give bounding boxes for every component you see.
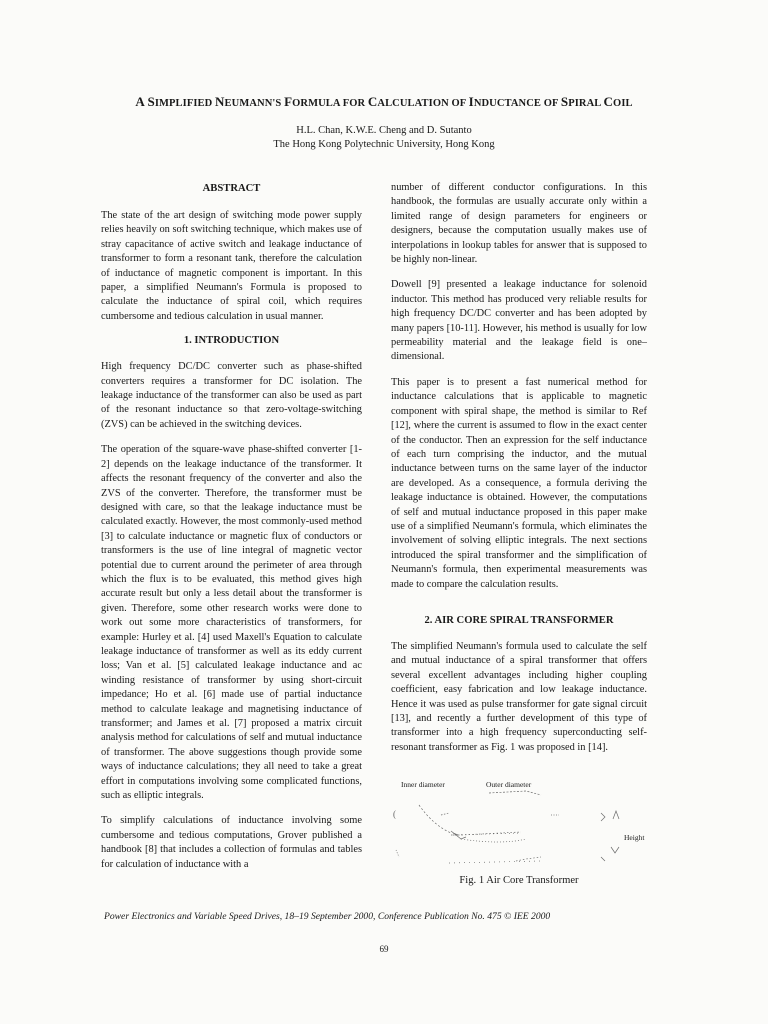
abstract-text: The state of the art design of switching mode power supply relies heavily on soft switching technique, which makes use of stray capacitance of active switch and leakage inductance of transformer to form a resonant tank, therefore the calculation of inductance of magnetic component is important. In this paper, a simplified Neumann's Formula is proposed to calculate the inductance of spiral coil, which requires cumbersome and tedious calculation in usual manner. <box>101 210 362 322</box>
figure-caption: Fig. 1 Air Core Transformer <box>459 875 579 886</box>
height-arrow <box>611 847 619 853</box>
right-column <box>391 181 647 755</box>
aircore-heading: 2. AIR CORE SPIRAL TRANSFORMER <box>424 614 614 626</box>
right-bracket <box>601 813 605 821</box>
inner-diameter-leader-line <box>419 805 451 833</box>
figure-air-core-transformer <box>391 775 661 890</box>
left-column <box>101 182 362 872</box>
intro-paragraph-4: number of different conductor configurations. In this handbook, the formulas are usually accurate only within a limited range of design parameters for engineers or designers, because the computation usually makes use of interpolations in lookup tables for answer that is supposed to be highly non-linear. <box>391 182 647 266</box>
author-affiliation: The Hong Kong Polytechnic University, Hong Kong <box>273 139 495 150</box>
intro-paragraph-3: To simplify calculations of inductance involving some cumbersome and tedious computations, Grover published a handbook [8] that includes a collection of formulas and tables for calculation of inductance with a <box>101 815 362 870</box>
abstract-heading: ABSTRACT <box>202 183 261 194</box>
height-label: Height <box>624 833 645 842</box>
page-number: 69 <box>379 944 389 954</box>
svg-text:(: ( <box>393 809 396 819</box>
intro-paragraph-5: Dowell [9] presented a leakage inductance for solenoid inductor. This method has produced very reliable results for high frequency DC/DC converter and has been adopted by many papers [10-11]. However, his method is usually for low permeability material and the leakage field is one–dimensional. <box>391 279 647 363</box>
conference-footer: Power Electronics and Variable Speed Drives, 18–19 September 2000, Conference Publication No. 475 © IEE 2000 <box>104 911 551 922</box>
aircore-paragraph-1: The simplified Neumann's formula used to calculate the self and mutual inductance of a spiral transformer that offers several excellent advantages including higher coupling coefficient, easy fabrication and low leakage inductance. Hence it was used as pulse transformer for gate signal circuit [13], and recently a further development of this type of transformer into a high frequency superconducting self-resonant transformer as Fig. 1 was proposed in [14]. <box>391 640 647 753</box>
author-names: H.L. Chan, K.W.E. Cheng and D. Sutanto <box>296 125 472 136</box>
intro-paragraph-6: This paper is to present a fast numerical method for inductance calculations that is applicable to magnetic component with spiral shape, the method is similar to Ref [12], where the current is assumed to flow in the exact center of the conductor. Then an expression for the self inductance of each turn comprising the inductor, and the mutual inductance between turns on the same layer of the inductor are developed. As a consequence, a formula deriving the leakage inductance is obtained. However, the computations of self and mutual inductance proposed in this paper make use of a simplified Neumann's formula, which eliminates the involvement of solving elliptic integrals. The next sections introduced the spiral transformer and the simplification of Neumann's formula, then experimental measurements was made to compare the calculation results. <box>391 376 647 590</box>
transformer-diagram <box>391 775 661 890</box>
paper-title: A SIMPLIFIED NEUMANN'S FORMULA FOR CALCULATION OF INDUCTANCE OF SPIRAL COIL <box>135 94 633 109</box>
intro-paragraph-2: The operation of the square-wave phase-shifted converter [1-2] depends on the leakage inductance of the transformer. It affects the resonant frequency of the converter and also the ZVS of the converter. Therefore, the transformer must be designed with care, so that the leakage inductance must be calculated exactly. However, the most commonly-used method [3] to calculate inductance or magnetic flux of conductors or transformers is the use of line integral of magnetic vector potential due to current around the perimeter of area through which the flux is to be evaluated, this method gives high accurate result but only a less detail about the transformer is given. Therefore, some other research works were done to work out some more characteristics of transformers, for example: Hurley et al. [4] used Maxell's Equation to calculate leakage inductance of transformer as well as its eddy current loss; Van et al. [5] calculated leakage inductance and ac winding resistance of transformer by using short-circuit impedance; Ho et al. [6] made use of partial inductance method to calculate leakage and magnetising inductance of transformer; and James et al. [7] proposed a matrix circuit analysis method for calculations of self and mutual inductance of transformer. The above suggestions though provide some ways of inductance calculations; they all need to take a great effort in computations involving some complicated functions, such as elliptic integrals. <box>101 444 362 802</box>
inner-diameter-label: Inner diameter <box>401 780 445 789</box>
introduction-heading: 1. INTRODUCTION <box>183 335 280 347</box>
outer-diameter-label: Outer diameter <box>486 780 532 789</box>
authors-block <box>160 124 608 152</box>
intro-paragraph-1: High frequency DC/DC converter such as phase-shifted converters requires a transformer for DC isolation. The leakage inductance of the transformer can also be used as part of the resonant inductance so that zero-voltage-switching (ZVS) can be achieved in the switching devices. <box>101 361 362 430</box>
outer-diameter-leader-line <box>489 791 541 795</box>
